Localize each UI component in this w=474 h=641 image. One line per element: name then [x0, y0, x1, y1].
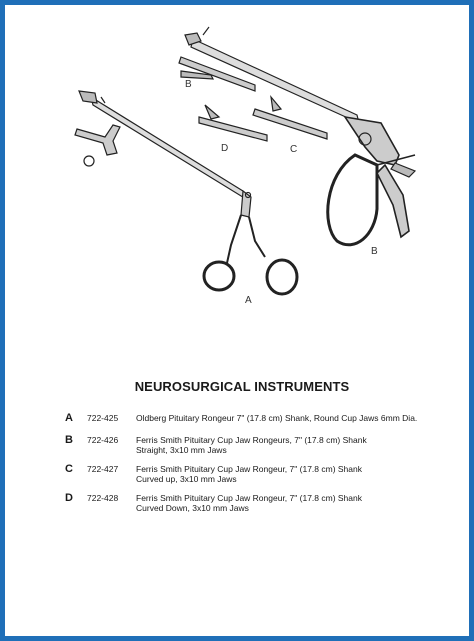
item-description [136, 493, 436, 513]
item-letter: D [65, 492, 73, 504]
jaw-detail [75, 125, 120, 155]
item-description-line1: Ferris Smith Pituitary Cup Jaw Rongeur, 7" (17.8 cm) Shank [136, 464, 362, 474]
item-code: 722-428 [87, 493, 119, 503]
figure-label-b-handle: B [371, 246, 378, 257]
item-description-line1: Ferris Smith Pituitary Cup Jaw Rongeurs, 7" (17.8 cm) Shank [136, 435, 367, 445]
item-code: 722-427 [87, 464, 119, 474]
figure-label-c: C [290, 144, 298, 155]
item-description [136, 435, 436, 455]
jaw-detail-d [199, 117, 267, 141]
rongeur-b-finger-ring [328, 155, 377, 245]
figure-label-b-top: B [185, 79, 192, 90]
page-title: NEUROSURGICAL INSTRUMENTS [134, 379, 350, 394]
item-description-line1: Oldberg Pituitary Rongeur 7" (17.8 cm) Shank, Round Cup Jaws 6mm Dia. [136, 413, 418, 423]
item-description-line2: Curved up, 3x10 mm Jaws [136, 474, 237, 484]
item-letter: C [65, 463, 73, 475]
rongeur-a-jaw [79, 91, 97, 103]
item-letter: A [65, 412, 73, 424]
item-code: 722-426 [87, 435, 119, 445]
rongeur-b-lever [377, 165, 409, 237]
item-description-line2: Straight, 3x10 mm Jaws [136, 445, 227, 455]
rongeur-a-ring-right [267, 260, 297, 294]
item-code: 722-425 [87, 413, 119, 423]
item-letter: B [65, 434, 73, 446]
item-description-line2: Curved Down, 3x10 mm Jaws [136, 503, 249, 513]
figure-label-a: A [245, 295, 252, 306]
rongeur-a-ring-left [204, 262, 234, 290]
instrument-illustration [10, 10, 474, 310]
item-description-line1: Ferris Smith Pituitary Cup Jaw Rongeur, 7" (17.8 cm) Shank [136, 493, 362, 503]
figure-label-d: D [221, 143, 229, 154]
item-description [136, 413, 436, 423]
cup-circle [84, 156, 94, 166]
item-description [136, 464, 436, 484]
